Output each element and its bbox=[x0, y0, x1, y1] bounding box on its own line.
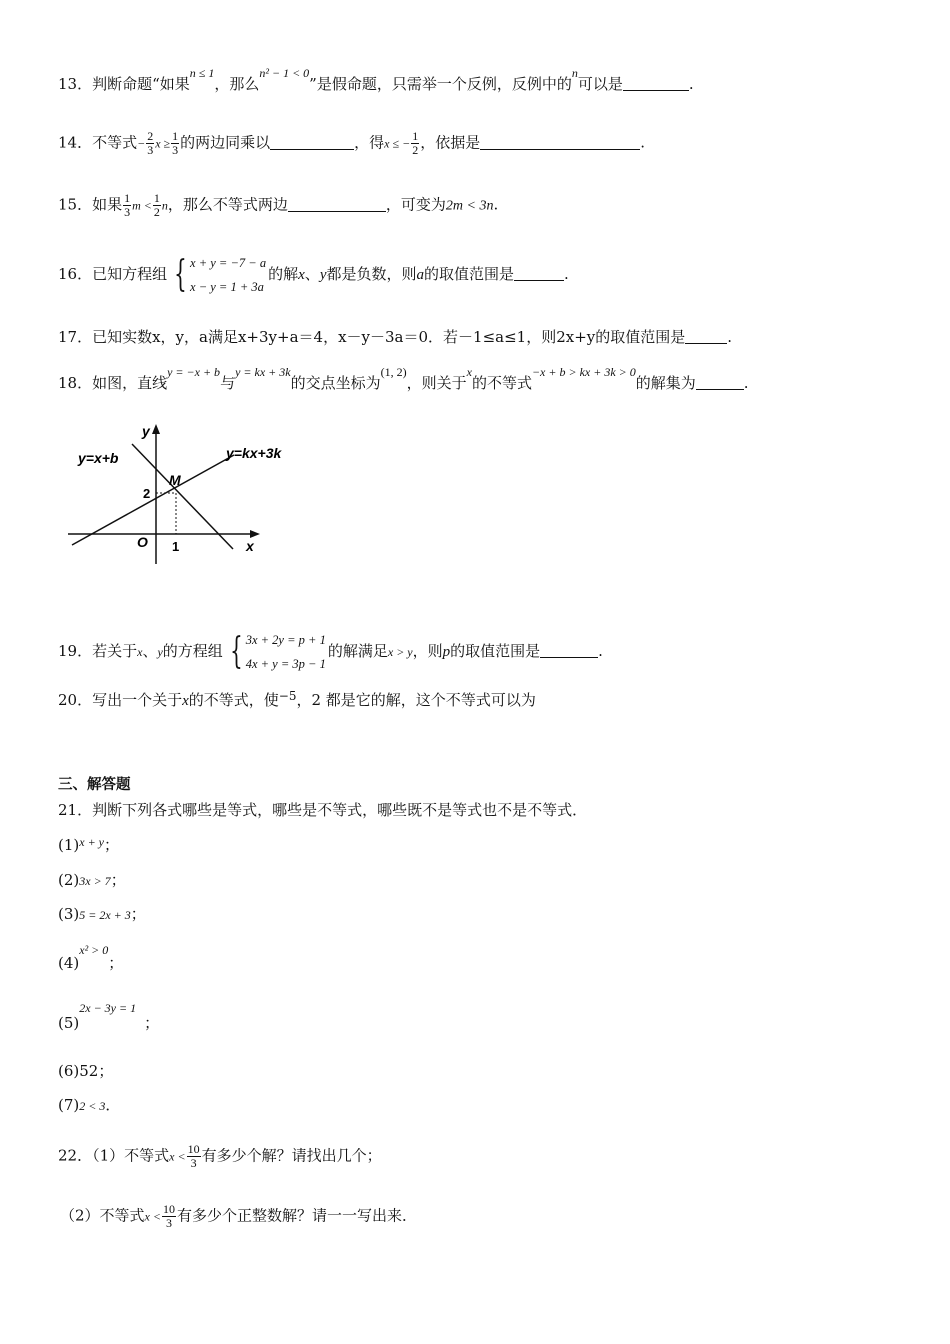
fraction: $\frac{10}{3}$ bbox=[162, 1202, 175, 1230]
fraction: $\frac{1}{2}$ bbox=[412, 129, 419, 157]
function-graph bbox=[60, 418, 300, 568]
answer-blank[interactable] bbox=[540, 643, 598, 658]
question-number: 15． bbox=[58, 195, 93, 214]
x-axis-label: x bbox=[246, 538, 254, 554]
q21-item: (7)2 < 3． bbox=[58, 1096, 121, 1114]
q21-item: (6)52； bbox=[58, 1062, 114, 1080]
answer-blank[interactable] bbox=[514, 266, 564, 281]
point-label: M bbox=[169, 472, 181, 488]
answer-blank[interactable] bbox=[480, 135, 640, 150]
x-axis-arrow bbox=[250, 530, 260, 538]
math-expression: n bbox=[571, 66, 578, 80]
fraction: $\frac{1}{2}$ bbox=[153, 191, 160, 219]
label-y-kx-plus-3k: y=kx+3k bbox=[226, 445, 282, 461]
section-heading: 三、解答题 bbox=[58, 777, 131, 793]
line-y-kx-plus-3k bbox=[72, 455, 234, 545]
math-expression: y = kx + 3k bbox=[235, 365, 291, 379]
math-expression: 2m < 3n bbox=[445, 198, 494, 214]
q21-item: $(4)^{x^2 > 0}$； bbox=[58, 943, 124, 972]
question-number: 16． bbox=[58, 265, 93, 283]
label-y-neg-x-plus-b: y=x+b bbox=[78, 450, 119, 466]
y-axis-arrow bbox=[152, 424, 160, 434]
answer-blank[interactable] bbox=[623, 76, 689, 91]
question-17: 17．已知实数x，y，a满足x+3y+a＝4，x－y－3a＝0．若－1≤a≤1，则2x+y的取值范围是 . bbox=[58, 328, 733, 346]
answer-blank[interactable] bbox=[696, 375, 744, 390]
math-expression: n ≤ 1 bbox=[189, 66, 215, 80]
question-14: 14．不等式− $\frac{2}{3}$ x ≥ $\frac{1}{3}$ 的两边同乘以 ，得x ≤ − $\frac{1}{2}$ ，依据是 . bbox=[58, 129, 645, 157]
x-tick-label: 1 bbox=[172, 539, 180, 554]
answer-blank[interactable] bbox=[288, 197, 386, 212]
answer-blank[interactable] bbox=[685, 329, 727, 344]
fraction: $\frac{2}{3}$ bbox=[147, 129, 154, 157]
question-22-part-1: 22．（1）不等式x < $\frac{10}{3}$ 有多少个解？请找出几个； bbox=[58, 1142, 382, 1170]
math-expression: y = −x + b bbox=[167, 365, 221, 379]
question-22-part-2: （2）不等式x < $\frac{10}{3}$ 有多少个正整数解？请一一写出来． bbox=[60, 1202, 417, 1230]
math-expression: (1, 2) bbox=[380, 365, 407, 379]
math-expression: n² − 1 < 0 bbox=[259, 66, 310, 80]
fraction: $\frac{10}{3}$ bbox=[187, 1142, 200, 1170]
question-number: 19． bbox=[58, 642, 93, 660]
q21-item: (3)5 = 2x + 3； bbox=[58, 905, 146, 923]
question-13: 13．判断命题“如果$^{n \le 1}$，那么$^{n^2 - 1 < 0}$”是假命题，只需举一个反例，反例中的$^n$可以是 . bbox=[58, 66, 694, 93]
question-number: 22． bbox=[58, 1146, 93, 1165]
fraction: $\frac{1}{3}$ bbox=[124, 191, 131, 219]
question-number: 21． bbox=[58, 801, 93, 819]
question-15: 15．如果 $\frac{1}{3}$ m < $\frac{1}{2}$ n，那么不等式两边 ，可变为2m < 3n. bbox=[58, 191, 499, 219]
q21-item: $(1)^{x + y}$； bbox=[58, 835, 120, 854]
question-number: 18． bbox=[58, 374, 93, 392]
question-19: 19．若关于x、y的方程组 { 3x + 2y = p + 1 4x + y = 3p − 1 的解满足x > y，则p的取值范围是 . bbox=[58, 628, 603, 676]
origin-label: O bbox=[137, 534, 148, 550]
question-number: 17． bbox=[58, 328, 93, 346]
fraction: $\frac{1}{3}$ bbox=[172, 129, 179, 157]
answer-blank[interactable] bbox=[270, 135, 354, 150]
equation-system: { x + y = −7 − a x − y = 1 + 3a bbox=[174, 254, 267, 295]
math-expression: −x + b > kx + 3k > 0 bbox=[531, 365, 636, 379]
q21-item: $(5)^{2x - 3y = 1}$； bbox=[58, 1001, 160, 1032]
question-21: 21．判断下列各式哪些是等式，哪些是不等式，哪些既不是等式也不是不等式． bbox=[58, 801, 588, 819]
y-tick-label: 2 bbox=[143, 486, 151, 501]
equation-system: { 3x + 2y = p + 1 4x + y = 3p − 1 bbox=[229, 631, 326, 672]
y-axis-label: y bbox=[142, 423, 150, 439]
question-number: 13． bbox=[58, 75, 93, 93]
question-16: 16．已知方程组 { x + y = −7 − a x − y = 1 + 3a 的解x、y都是负数，则a的取值范围是 . bbox=[58, 251, 569, 299]
q21-item: (2)3x > 7； bbox=[58, 871, 126, 889]
question-number: 14． bbox=[58, 133, 93, 152]
question-18: 18．如图，直线$^{y = -x + b}$与$^{y = kx + 3k}$的交点坐标为$^{(1, 2)}$，则关于$^x$的不等式$^{-x + b > kx + 3k > 0}$的解集为 . bbox=[58, 365, 749, 392]
question-number: 20． bbox=[58, 691, 93, 709]
question-20: 20．写出一个关于x的不等式，使$^{-5}$，2 都是它的解，这个不等式可以为 bbox=[58, 689, 536, 709]
